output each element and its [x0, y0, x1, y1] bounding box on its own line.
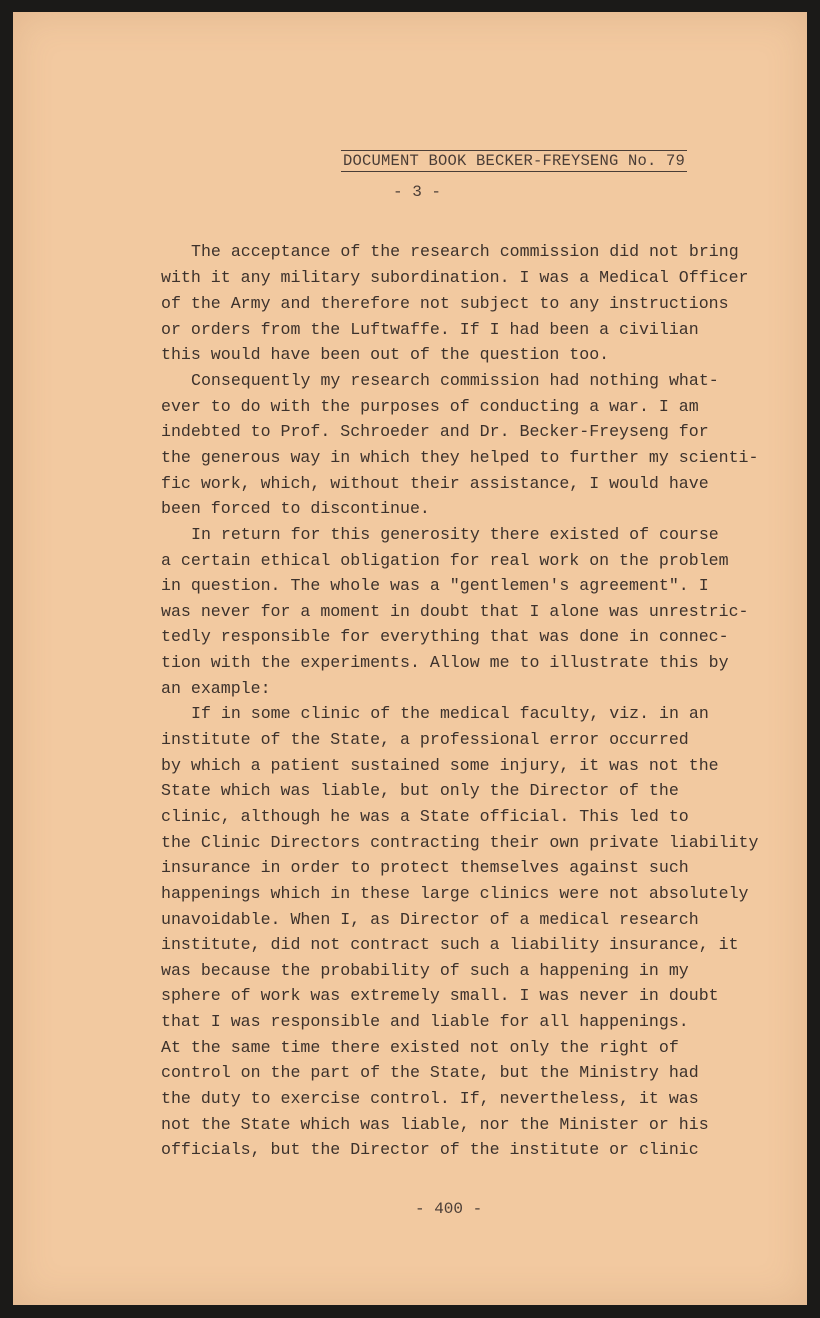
body-line: control on the part of the State, but the Ministry had [161, 1063, 699, 1082]
body-line: If in some clinic of the medical faculty, viz. in an [191, 704, 709, 723]
body-line: the generous way in which they helped to further my scienti- [161, 448, 759, 467]
body-line: the duty to exercise control. If, nevertheless, it was [161, 1089, 699, 1108]
body-line: a certain ethical obligation for real work on the problem [161, 551, 729, 570]
page-marker: - 3 - [393, 183, 442, 201]
body-line: fic work, which, without their assistance, I would have [161, 474, 709, 493]
body-line: was never for a moment in doubt that I alone was unrestric- [161, 602, 749, 621]
body-line: In return for this generosity there existed of course [191, 525, 719, 544]
body-line: State which was liable, but only the Director of the [161, 781, 679, 800]
body-line: of the Army and therefore not subject to any instructions [161, 294, 729, 313]
body-line: not the State which was liable, nor the Minister or his [161, 1115, 709, 1134]
body-line: been forced to discontinue. [161, 499, 430, 518]
body-line: by which a patient sustained some injury, it was not the [161, 756, 719, 775]
document-book-header: DOCUMENT BOOK BECKER-FREYSENG No. 79 [343, 152, 686, 170]
body-line: an example: [161, 679, 271, 698]
body-line: institute, did not contract such a liability insurance, it [161, 935, 739, 954]
body-line: clinic, although he was a State official. This led to [161, 807, 689, 826]
body-line: insurance in order to protect themselves against such [161, 858, 689, 877]
body-line: that I was responsible and liable for all happenings. [161, 1012, 689, 1031]
body-line: sphere of work was extremely small. I was never in doubt [161, 986, 719, 1005]
body-line: tedly responsible for everything that was done in connec- [161, 627, 729, 646]
body-line: or orders from the Luftwaffe. If I had been a civilian [161, 320, 699, 339]
body-line: Consequently my research commission had nothing what- [191, 371, 719, 390]
body-line: unavoidable. When I, as Director of a medical research [161, 910, 699, 929]
document-page [13, 12, 807, 1305]
body-line: happenings which in these large clinics were not absolutely [161, 884, 749, 903]
body-line: this would have been out of the question too. [161, 345, 610, 364]
body-line: institute of the State, a professional error occurred [161, 730, 689, 749]
body-line: in question. The whole was a "gentlemen's agreement". I [161, 576, 709, 595]
page-number-footer: - 400 - [415, 1200, 483, 1218]
body-line: indebted to Prof. Schroeder and Dr. Becker-Freyseng for [161, 422, 709, 441]
body-line: the Clinic Directors contracting their own private liability [161, 833, 759, 852]
body-line: with it any military subordination. I was a Medical Officer [161, 268, 749, 287]
body-line: The acceptance of the research commission did not bring [191, 242, 739, 261]
body-line: was because the probability of such a happening in my [161, 961, 689, 980]
body-line: At the same time there existed not only the right of [161, 1038, 679, 1057]
body-line: officials, but the Director of the institute or clinic [161, 1140, 699, 1159]
body-line: tion with the experiments. Allow me to illustrate this by [161, 653, 729, 672]
body-line: ever to do with the purposes of conducting a war. I am [161, 397, 699, 416]
